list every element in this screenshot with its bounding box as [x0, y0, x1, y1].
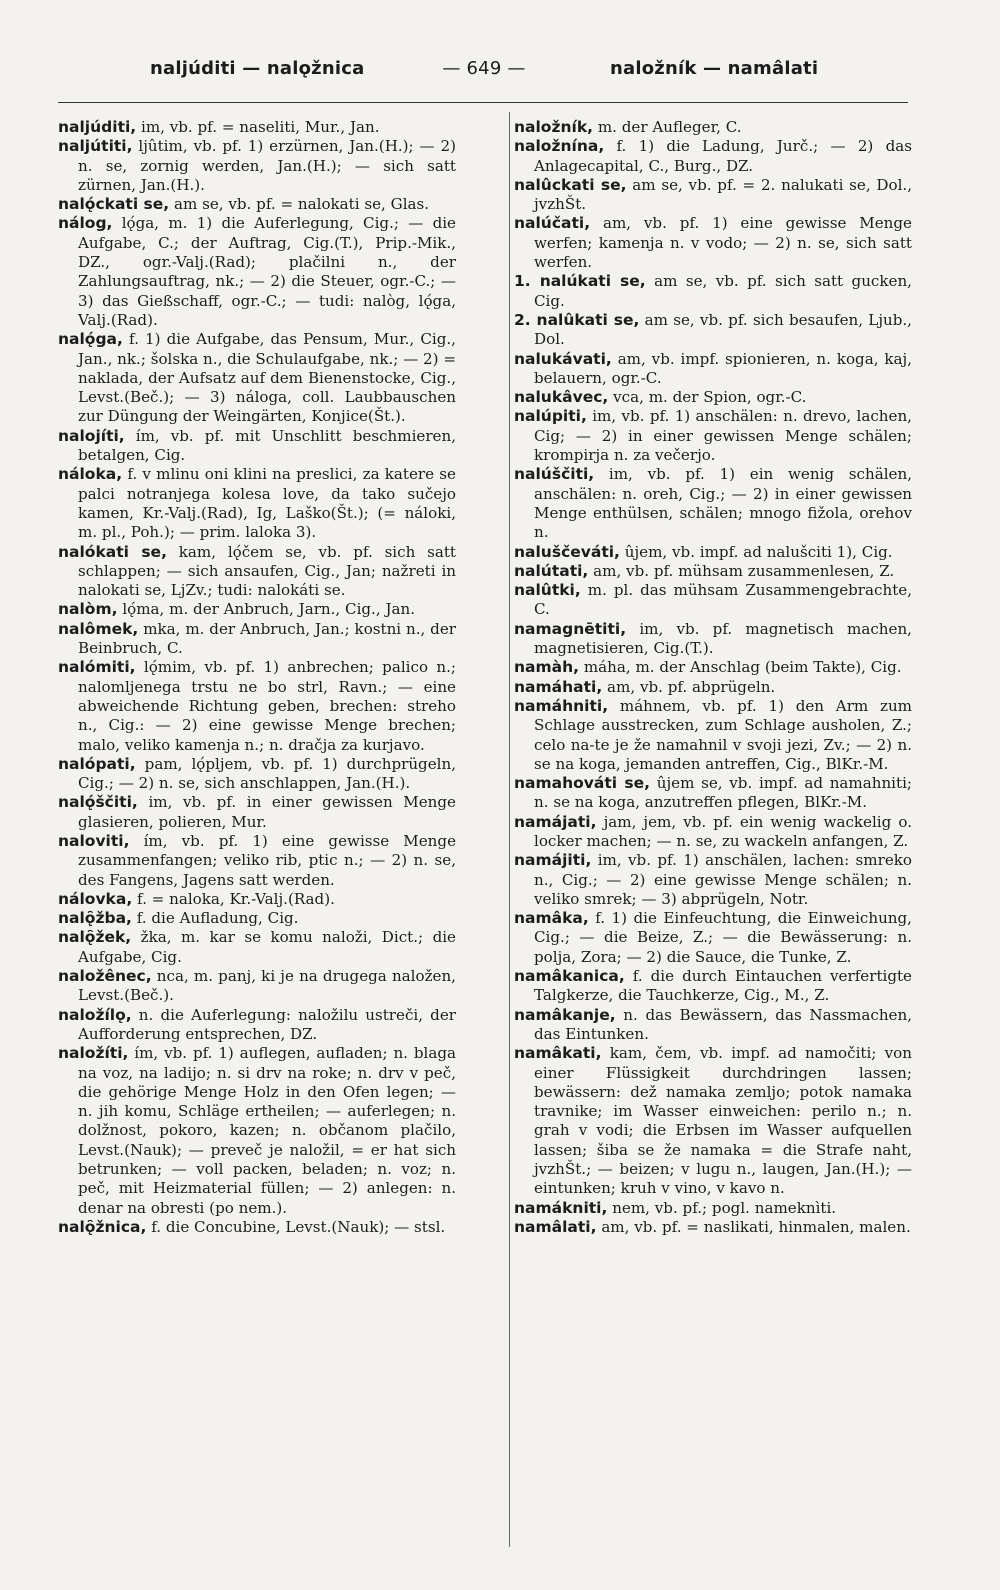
entry-headword: naloviti,	[58, 831, 130, 850]
dictionary-entry	[58, 1044, 456, 1218]
left-column	[58, 118, 456, 1237]
entry-headword: naložílǫ,	[58, 1005, 132, 1024]
entry-definition: žka, m. kar se komu naloži, Dict.; die Aufgabe, Cig.	[78, 928, 456, 966]
entry-headword: naluščeváti,	[514, 542, 620, 561]
entry-headword: namáhati,	[514, 677, 603, 696]
entry-definition: f. 1) die Einfeuchtung, die Einweichung, Cig.; — die Beize, Z.; — die Bewässerung: n. polja, Zora; — 2) die Sauce, die Tunke, Z.	[534, 909, 912, 966]
dictionary-entry	[58, 928, 456, 967]
entry-headword: náloka,	[58, 465, 123, 484]
dictionary-entry	[514, 214, 912, 272]
entry-headword: nalǫ́ščiti,	[58, 793, 138, 812]
entry-definition: n. das Bewässern, das Nassmachen, das Eintunken.	[534, 1005, 912, 1043]
dictionary-entry	[58, 600, 456, 619]
entry-headword: naložnína,	[514, 137, 605, 156]
entry-definition: lǫ́mim, vb. pf. 1) anbrechen; palico n.; nalomljenega trstu ne bo strl, Ravn.; — eine abweichende Richtung geben, brechen: streho n., Cig.: — 2) eine gewisse Menge brechen; malo, veliko kamenja n.; n. dračja za kurjavo.	[78, 658, 456, 754]
dictionary-entry	[514, 581, 912, 620]
entry-headword: naložênec,	[58, 967, 152, 986]
entry-headword: nalúčati,	[514, 214, 591, 233]
entry-headword: nalǫ́ckati se,	[58, 195, 170, 214]
entry-definition: am, vb. impf. spionieren, n. koga, kaj, belauern, ogr.-C.	[534, 349, 912, 387]
dictionary-entry	[58, 543, 456, 601]
entry-definition: im, vb. pf. 1) anschälen: n. drevo, lachen, Cig; — 2) in einer gewissen Menge schälen; krompirja n. za večerjo.	[534, 407, 912, 465]
dictionary-entry	[514, 678, 912, 697]
entry-headword: nalûckati se,	[514, 175, 627, 194]
entry-definition: kam, lǫ́čem se, vb. pf. sich satt schlappen; — sich ansaufen, Cig., Jan; nažreti in nalokati se, LjZv.; tudi: nalokáti se.	[78, 542, 456, 600]
dictionary-entry	[514, 620, 912, 659]
dictionary-entry	[514, 407, 912, 465]
dictionary-entry	[58, 755, 456, 794]
entry-definition: mka, m. der Anbruch, Jan.; kostni n., der Beinbruch, C.	[78, 619, 456, 658]
dictionary-entry	[58, 658, 456, 754]
dictionary-entry	[58, 909, 456, 928]
entry-headword: nalómiti,	[58, 658, 136, 677]
entry-definition: im, vb. pf. 1) ein wenig schälen, anschälen: n. oreh, Cig.; — 2) in einer gewissen Menge enthülsen, schälen; mnogo fižola, orehov n.	[534, 465, 912, 542]
entry-definition: im, vb. pf. magnetisch machen, magnetisieren, Cig.(T.).	[534, 619, 912, 658]
entry-definition: ím, vb. pf. 1) eine gewisse Menge zusammenfangen; veliko rib, ptic n.; — 2) n. se, des Fangens, Jagens satt werden.	[78, 831, 456, 889]
entry-headword: namákniti,	[514, 1198, 608, 1217]
entry-definition: f. = naloka, Kr.-Valj.(Rad).	[137, 889, 335, 908]
entry-definition: im, vb. pf. in einer gewissen Menge glasieren, polieren, Mur.	[78, 793, 456, 831]
entry-definition: máha, m. der Anschlag (beim Takte), Cig.	[583, 658, 902, 677]
entry-definition: am se, vb. pf. = 2. nalukati se, Dol., jvzhŠt.	[534, 175, 912, 214]
entry-headword: nalǫ́ga,	[58, 330, 123, 349]
entry-headword: namájiti,	[514, 851, 592, 870]
entry-definition: lǫ́ma, m. der Anbruch, Jarn., Cig., Jan.	[122, 600, 416, 619]
entry-definition: máhnem, vb. pf. 1) den Arm zum Schlage ausstrecken, zum Schlage ausholen, Z.; celo na-te je že namahnil v svoji jezi, Zv.; — 2) n. se na koga, jemanden antreffen, Cig., BlKr.-M.	[534, 696, 912, 773]
header-right-guideword: naložník — namâlati	[610, 58, 819, 79]
entry-definition: ûjem se, vb. impf. ad namahniti; n. se na koga, anzutreffen pflegen, BlKr.-M.	[534, 774, 912, 812]
dictionary-entry	[514, 658, 912, 677]
dictionary-entry	[58, 118, 456, 137]
dictionary-entry	[514, 137, 912, 176]
dictionary-entry	[58, 465, 456, 542]
entry-definition: im, vb. pf. = naseliti, Mur., Jan.	[141, 118, 380, 136]
entry-definition: f. die Aufladung, Cig.	[136, 909, 299, 928]
entry-headword: nalúpiti,	[514, 407, 587, 426]
dictionary-entry	[514, 1218, 912, 1237]
dictionary-entry	[58, 427, 456, 466]
entry-headword: namàh,	[514, 658, 580, 677]
column-divider	[509, 112, 510, 1547]
header-left-guideword: naljúditi — nalǫžnica	[150, 58, 365, 79]
entry-definition: nem, vb. pf.; pogl. nameknìti.	[612, 1198, 837, 1217]
dictionary-entry	[58, 832, 456, 890]
entry-headword: namájati,	[514, 812, 597, 831]
entry-definition: f. 1) die Aufgabe, das Pensum, Mur., Cig., Jan., nk.; šolska n., die Schulaufgabe, nk.; — 2) = naklada, der Aufsatz auf dem Bienenstocke, Cig., Levst.(Beč.); — 3) náloga, coll. Laubbauschen zur Düngung der Weingärten, Konjice(Št.).	[78, 330, 456, 426]
dictionary-entry	[514, 176, 912, 215]
entry-headword: nalukâvec,	[514, 388, 609, 407]
dictionary-entry	[58, 330, 456, 426]
entry-definition: im, vb. pf. 1) anschälen, lachen: smreko n., Cig.; — 2) eine gewisse Menge schälen; n. veliko smrek; — 3) abprügeln, Notr.	[534, 851, 912, 908]
entry-headword: nalûtki,	[514, 581, 581, 600]
dictionary-entry	[514, 967, 912, 1006]
entry-definition: jam, jem, vb. pf. ein wenig wackelig o. locker machen; — n. se, zu wackeln anfangen, Z.	[534, 812, 912, 850]
entry-definition: ljûtim, vb. pf. 1) erzürnen, Jan.(H.); — 2) n. se, zornig werden, Jan.(H.); — sich satt zürnen, Jan.(H.).	[78, 137, 456, 194]
entry-headword: nalǫ̑žek,	[58, 928, 132, 947]
entry-headword: nalǫ̑žba,	[58, 909, 132, 928]
entry-definition: f. v mlinu oni klini na preslici, za katere se palci notranjega kolesa love, da tako sučejo kamen, Kr.-Valj.(Rad), Ig, Laško(Št.); (= náloki, m. pl., Poh.); — prim. laloka 3).	[78, 465, 456, 542]
dictionary-entry	[58, 793, 456, 832]
entry-headword: nalǫ̑žnica,	[58, 1217, 147, 1236]
entry-definition: am, vb. pf. 1) eine gewisse Menge werfen; kamenja n. v vodo; — 2) n. se, sich satt werfen.	[534, 214, 912, 272]
dictionary-entry	[514, 813, 912, 852]
entry-headword: namagnētiti,	[514, 619, 627, 638]
dictionary-entry	[514, 562, 912, 581]
entry-definition: kam, čem, vb. impf. ad namočiti; von einer Flüssigkeit durchdringen lassen; bewässern: dež namaka zemljo; potok namaka travnike; im Wasser einweichen: perilo n.; n. grah v vodi; die Erbsen im Wasser aufquellen lassen; šiba se že namaka = die Strafe naht, jvzhŠt.; — beizen; v lugu n., laugen, Jan.(H.); — eintunken; kruh v vino, v kavo n.	[534, 1044, 912, 1198]
page-number: — 649 —	[442, 58, 526, 79]
entry-headword: nalukávati,	[514, 349, 612, 368]
entry-definition: am, vb. pf. mühsam zusammenlesen, Z.	[593, 561, 895, 580]
entry-definition: m. pl. das mühsam Zusammengebrachte, C.	[534, 581, 912, 619]
entry-headword: 1. nalúkati se,	[514, 272, 646, 291]
entry-headword: naljúditi,	[58, 118, 137, 136]
entry-definition: f. die Concubine, Levst.(Nauk); — stsl.	[151, 1217, 446, 1236]
header-rule	[58, 102, 908, 103]
entry-definition: ím, vb. pf. 1) auflegen, aufladen; n. blaga na voz, na ladijo; n. si drv na roke; n. drv v peč, die gehörige Menge Holz in den Ofen legen; — n. jih komu, Schläge ertheilen; — auferlegen; n. dolžnost, pokoro, kazen; n. občanom plačilo, Levst.(Nauk); — preveč je naložil, = er hat sich betrunken; — voll packen, beladen; n. voz; n. peč, mit Heizmaterial füllen; — 2) anlegen: n. denar na obresti (po nem.).	[78, 1044, 456, 1217]
dictionary-entry	[514, 1044, 912, 1198]
dictionary-entry	[58, 195, 456, 214]
dictionary-entry	[58, 1006, 456, 1045]
entry-definition: nca, m. panj, ki je na drugega naložen, Levst.(Beč.).	[78, 967, 456, 1005]
dictionary-entry	[514, 388, 912, 407]
entry-definition: am se, vb. pf. sich besaufen, Ljub., Dol.	[534, 310, 912, 349]
entry-headword: namâkati,	[514, 1044, 602, 1063]
entry-definition: vca, m. der Spion, ogr.-C.	[613, 388, 807, 407]
dictionary-entry	[514, 909, 912, 967]
entry-headword: nalúščiti,	[514, 465, 595, 484]
entry-definition: f. die durch Eintauchen verfertigte Talgkerze, die Tauchkerze, Cig., M., Z.	[534, 967, 912, 1005]
entry-definition: lǫ́ga, m. 1) die Auferlegung, Cig.; — die Aufgabe, C.; der Auftrag, Cig.(T.), Prip.-Mik., DZ., ogr.-Valj.(Rad); plačilni n., der Zahlungsauftrag, nk.; — 2) die Steuer, ogr.-C.; — 3) das Gießschaff, ogr.-C.; — tudi: nalòg, lǫ́ga, Valj.(Rad).	[78, 214, 456, 329]
entry-headword: nalútati,	[514, 561, 589, 580]
entry-headword: nalókati se,	[58, 542, 167, 561]
dictionary-entry	[514, 272, 912, 311]
right-column	[514, 118, 912, 1237]
entry-headword: naložník,	[514, 118, 594, 136]
entry-definition: f. 1) die Ladung, Jurč.; — 2) das Anlagecapital, C., Burg., DZ.	[534, 137, 912, 175]
entry-headword: namâlati,	[514, 1217, 597, 1236]
dictionary-entry	[514, 774, 912, 813]
dictionary-entry	[514, 118, 912, 137]
dictionary-entry	[58, 620, 456, 659]
entry-headword: nalojíti,	[58, 426, 125, 445]
dictionary-entry	[514, 697, 912, 774]
entry-headword: nálog,	[58, 214, 113, 233]
dictionary-entry	[58, 214, 456, 330]
dictionary-entry	[514, 543, 912, 562]
dictionary-entry	[514, 311, 912, 350]
entry-definition: am se, vb. pf. sich satt gucken, Cig.	[534, 272, 912, 310]
entry-headword: namâkanica,	[514, 967, 625, 986]
entry-headword: nalômek,	[58, 619, 139, 638]
entry-definition: ím, vb. pf. mit Unschlitt beschmieren, betalgen, Cig.	[78, 426, 456, 465]
entry-definition: n. die Auferlegung: naložilu ustreči, der Aufforderung entsprechen, DZ.	[78, 1005, 456, 1043]
entry-headword: nalòm,	[58, 600, 118, 619]
entry-headword: 2. nalûkati se,	[514, 310, 640, 329]
entry-definition: am, vb. pf. = naslikati, hinmalen, malen.	[601, 1217, 911, 1236]
dictionary-entry	[58, 137, 456, 195]
dictionary-entry	[514, 350, 912, 389]
entry-definition: ûjem, vb. impf. ad nalušciti 1), Cig.	[624, 542, 893, 561]
entry-headword: nalópati,	[58, 754, 136, 773]
dictionary-entry	[514, 1006, 912, 1045]
dictionary-entry	[514, 465, 912, 542]
dictionary-entry	[514, 1199, 912, 1218]
entry-definition: pam, lǫ́pljem, vb. pf. 1) durchprügeln, Cig.; — 2) n. se, sich anschlappen, Jan.(H.).	[78, 754, 456, 793]
entry-headword: namâka,	[514, 909, 589, 928]
entry-headword: naložíti,	[58, 1044, 129, 1063]
dictionary-entry	[514, 851, 912, 909]
entry-headword: namâkanje,	[514, 1005, 616, 1024]
dictionary-entry	[58, 890, 456, 909]
entry-definition: am, vb. pf. abprügeln.	[607, 677, 776, 696]
entry-definition: m. der Aufleger, C.	[597, 118, 742, 136]
dictionary-entry	[58, 967, 456, 1006]
entry-headword: naljútiti,	[58, 137, 133, 156]
entry-headword: namahováti se,	[514, 774, 651, 793]
entry-headword: namáhniti,	[514, 696, 609, 715]
entry-definition: am se, vb. pf. = nalokati se, Glas.	[173, 195, 430, 214]
dictionary-entry	[58, 1218, 456, 1237]
page-header	[58, 58, 908, 96]
entry-headword: nálovka,	[58, 889, 133, 908]
